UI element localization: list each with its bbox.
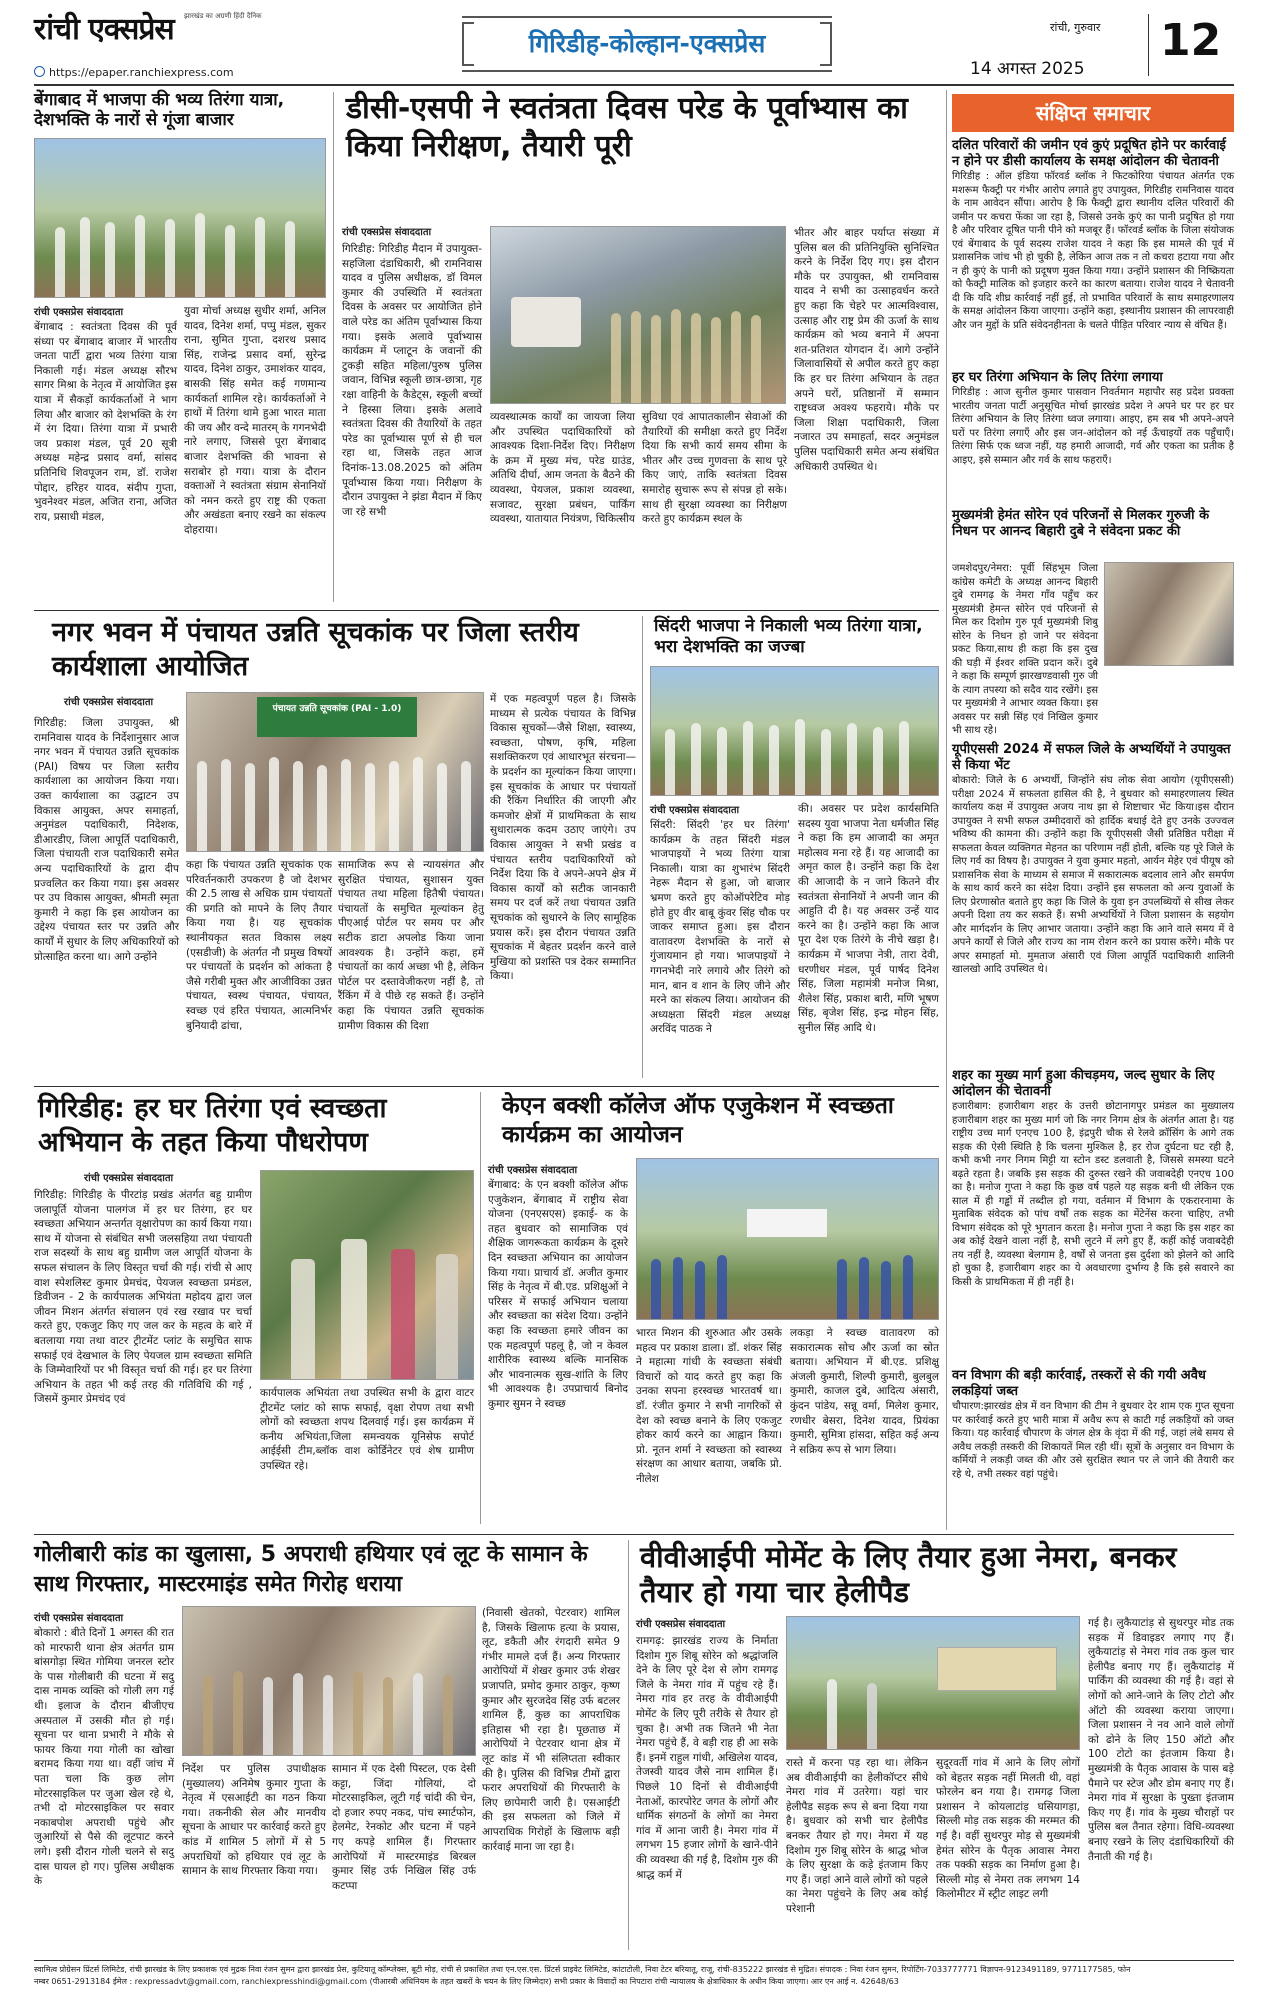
article-body-col4: में एक महत्वपूर्ण पहल है। जिसके माध्यम से प्रत्येक पंचायत के विभिन्न विकास सूचकों—जैसे शिक्षा, स्वास्थ्य, स्वच्छता, पोषण, कृषि, महिला सशक्तिकरण एवं आधारभूत संरचना—के प्रदर्शन का मूल्यांकन किया जाएगा। इस सूचकांक के आधार पर पंचायतों की रैंकिंग निर्धारित की जाएगी और कमजोर क्षेत्रों में प्राथमिकता के साथ सुधारात्मक कदम उठाए जाएंगे। उप विकास आयुक्त ने सभी प्रखंड व पंचायत स्तरीय पदाधिकारियों को निर्देश दिया कि वे अपने-अपने क्षेत्र में विकास कार्यों को सटीक जानकारी समय पर दर्ज करें तथा पंचायत उन्नति सूचकांक को सुधारने के लिए सामूहिक प्रयास करें। इस दौरान पंचायत उन्नति सूचकांक में बेहतर प्रदर्शन करने वाले मुखिया को प्रशस्ति पत्र देकर सम्मानित किया। [490,693,636,983]
epaper-url[interactable]: https://epaper.ranchiexpress.com [34,66,234,79]
arrested-accused-photo [182,1606,476,1756]
helipad-photo [786,1616,1080,1750]
masthead [0,0,1269,84]
article-body: गिरिडीह: गिरिडीह के पीरटांड़ प्रखंड अंतर्गत बहु ग्रामीण जलापूर्ति योजना पालगंज में हर घर तिरंगा, हर घर स्वच्छता अभियान अन्तर्गत वृक्षारोपण का कार्य किया गया। साथ में योजना से संबंधित सभी जलसहिया तथा पंचायती राज सदस्यों के साथ बहु ग्रामीण जल आपूर्ति योजना के सफल संचालन के लिए विस्तृत चर्चा की गई। रांची से आए वाश स्पेशलिस्ट कुमार प्रेमचंद, पेयजल स्वच्छता प्रमंडल, डिवीजन - 2 के कार्यपालक अभियंता महोदय द्वारा जल जीवन मिशन अंतर्गत संचालन एवं रख रखाव पर चर्चा करते हुए, एकजुट किए गए जल कर के महत्व के बारे में बतलाया गया तथा वाटर ट्रीटमेंट प्लांट के समुचित साफ सफाई एवं देखभाल के लिए पेयजल ग्राम स्वच्छता समिति के जिम्मेवारियों पर भी विस्तृत चर्चा की गई। हर घर तिरंगा अभियान के तहत भी कई तरह की गतिविधि की गई , जिसमें कुमार प्रेमचंद एवं [34,1189,252,1406]
headline: गोलीबारी कांड का खुलासा, 5 अपराधी हथियार एवं लूट के सामान के साथ गिरफ्तार, मास्टरमाइंड समेत गिरोह धराया [34,1542,588,1597]
story-giridih-plantation [34,1092,474,1532]
article-body-col1: सिंदरी: सिंदरी 'हर घर तिरंगा' कार्यक्रम के तहत सिंदरी मंडल भाजपाइयों ने भव्य तिरंगा यात्रा निकाली। यात्रा का शुभारंभ सिंदरी नेहरू मैदान से हुआ, जो बाजार भ्रमण करते हुए कोऑपरेटिव मोड़ होते हुए वीर बाबू कुंवर सिंह चौक पर जाकर समाप्त हुआ। इस दौरान वातावरण देशभक्ति के नारों से गुंजायमान हो गया। भाजपाइयों ने गगनभेदी नारे लगाये और तिरंगे को मान, बान व शान के लिए जीने और मरने का संकल्प लिया। आयोजन की अध्यक्षता सिंदरी मंडल अध्यक्ष अरविंद पाठक ने [650,819,790,1036]
byline: रांची एक्सप्रेस संवाददाता [34,1613,124,1624]
headline: केएन बक्शी कॉलेज ऑफ एजुकेशन में स्वच्छता कार्यक्रम का आयोजन [502,1093,894,1148]
brief-headline: हर घर तिरंगा अभियान के लिए तिरंगा लगाया [952,370,1163,385]
brief-item [952,138,1234,366]
brief-item [952,1068,1234,1364]
headline: डीसी-एसपी ने स्वतंत्रता दिवस परेड के पूर्वाभ्यास का किया निरीक्षण, तैयारी पूरी [346,91,908,164]
article-body-col2: कहा कि पंचायत उन्नति सूचकांक एक परिवर्तनकारी उपकरण है जो देशभर की 2.5 लाख से अधिक ग्राम पंचायतों की प्रगति को मापने के लिए तैयार किया गया है। यह सूचकांक स्थानीयकृत सतत विकास लक्ष्य (एसडीजी) के अंतर्गत नौ प्रमुख विषयों पर पंचायतों के प्रदर्शन को आंकता है जैसे गरीबी मुक्त और आजीविका उन्नत पंचायत, स्वस्थ पंचायत, पंचायत, स्वच्छ एवं हरित पंचायत, आत्मनिर्भर बुनियादी ढांचा, [186,859,332,1032]
logo-text: रांची एक्सप्रेस [34,12,174,47]
byline: रांची एक्सप्रेस संवाददाता [342,227,432,238]
article-body-col2: युवा मोर्चा अध्यक्ष सुधीर शर्मा, अनिल यादव, दिनेश शर्मा, पप्पु मंडल, सुकर राना, सुमित गुप्ता, दशरथ प्रसाद सिंह, राजेन्द्र प्रसाद वर्मा, सुरेन्द्र यादव, दिनेश ठाकुर, उमाशंकर यादव, बासकी सिंह समेत कई गणमान्य कार्यकर्ता शामिल रहे। कार्यकर्ताओं ने हाथों में तिरंगा थामे हुआ भारत माता की जय और वन्दे मातरम् के गगनभेदी नारे लगाए, जिससे पूरा बेंगाबाद बाजार देशभक्ति की भावना से सराबोर हो गया। यात्रा के दौरान वक्ताओं ने स्वतंत्रता संग्राम सेनानियों को नमन करते हुए राष्ट्र की एकता और अखंडता बनाए रखने का संकल्प दोहराया। [184,305,326,536]
article-body-col3: सामान में एक देसी पिस्टल, एक देसी कट्टा, जिंदा गोलियां, दो मोटरसाइकिल, लूटी गई चांदी की चेन, दो हजार रुपए नकद, पांच स्मार्टफोन, हेलमेट, रेनकोट और घटना में पहने गए कपड़े शामिल हैं। गिरफ्तार आरोपियों में मास्टरमाइंड बिरबल कुमार सिंह उर्फ निखिल सिंह उर्फ कटप्पा [332,1763,476,1892]
article-body-col1: गिरिडीह: जिला उपायुक्त, श्री रामनिवास यादव के निर्देशानुसार आज नगर भवन में पंचायत उन्नति सूचकांक (PAI) विषय पर जिला स्तरीय कार्यशाला का आयोजन किया गया। उक्त कार्यशाला का उद्घाटन उप विकास आयुक्त, अपर समाहर्ता, अनुमंडल पदाधिकारी, निदेशक, डीआरडीए, जिला आपूर्ति पदाधिकारी, जिला पंचायती राज पदाधिकारी समेत अन्य पदाधिकारियों के द्वारा दीप प्रज्वलित कर किया गया। इस अवसर पर उप विकास आयुक्त, श्रीमती स्मृता कुमारी ने कहा कि इस आयोजन का उद्देश्य पंचायत स्तर पर उन्नति और कार्यों में सुधार के लिए अधिकारियों को प्रोत्साहित करना था। आगे उन्होंने [34,717,179,963]
story-dcsp-parade [342,90,939,608]
article-body-col2: रास्ते में करना पड़ रहा था। लेकिन अब वीवीआईपी का हेलीकॉप्टर सीधे नेमरा गांव में उतरेगा। यहां चार हेलीपैड सड़क रूप से बना दिया गया है। बुधवार को सभी चार हेलीपैड बनकर तैयार हो गए। नेमरा में यह दिशोम गुरु शिबू सोरेन के श्राद्ध भोज के लिए सुरक्षा के कड़े इंतजाम किए गए हैं। जहां आने वाले लोगों को पहले का नेमरा पहुंचने के लिए अब कोई परेशानी [786,1757,928,1915]
headline: बेंगाबाद में भाजपा की भव्य तिरंगा यात्रा, देशभक्ति के नारों से गूंजा बाजार [34,90,285,130]
edition-banner [462,16,832,72]
article-body-col2: निर्देश पर पुलिस उपाधीक्षक (मुख्यालय) अनिमेष कुमार गुप्ता के नेतृत्व में एसआईटी का गठन किया गया। तकनीकी सेल और मानवीय सूचना के आधार पर कार्रवाई करते हुए कांड में शामिल 5 लोगों में से 5 अपराधियों को हथियार एवं लूट के सामान के साथ गिरफ्तार किया गया। [182,1763,326,1878]
contact-line: नम्बर 0651-2913184 ईमेल : rexpressadvt@gmail.com, ranchiexpresshindi@gmail.com (पीआरबी अधिनियम के तहत खबरों के चयन के लिए जिम्मेदार) सभी प्रकार के विवादों का निपटारा रांची न्यायालय के क्षेत्राधिकार के अधीन किया जाएगा। आर एन आई न. 42648/63 [34,1977,899,1986]
brief-body: हजारीबाग: हजारीबाग शहर के उत्तरी छोटानागपुर प्रमंडल का मुख्यालय हजारीबाग शहर का मुख्य मार्ग जो कि नगर निगम क्षेत्र के अंतर्गत आता है। यह राष्ट्रीय उच्च मार्ग एनएच 100 है, इंद्रपुरी चौक से रेलवे क्रॉसिंग के आगे तक सड़क की ऐसी स्थिति है कि चलना मुश्किल है, हर रोज दुर्घटना घट रही है, कभी कभी नगर निगम मिट्टी या स्टोन डस्ट डलवाती है, जिससे समस्या घटने बढ़ते रहता है। जबकि इस सड़क की दुरुस्त रखने की जवाबदेही एनएच 100 का है। मनोज गुप्ता ने कहा कि कुछ वर्ष पहले यह सड़क बनी थी लेकिन एक साल में ही गड्ढों में तब्दील हो गया, वर्तमान में विभाग के एकरारनामा के मुताबिक संवेदक को पांच वर्षों तक सड़क का मेंटेनेंस करना चाहिए, तभी विभाग संवेदक को पूरे भुगतान करता है। मनोज गुप्ता ने कहा कि इस शहर का अब कोई देखने वाला नहीं है, सभी लुटने में लगे हुए हैं, कहीं कोई जवाबदेही तय नहीं है, व्यवस्था बेलगाम है, वर्षों से जनता इस दुर्दशा को झेलने को आदि हो चुका है, हजारीबाग शहर का ये अवधारणा दुर्भाग्य है कि इसे सवारने का किसी के प्राथमिकता में ही नहीं है। [952,1101,1234,1288]
byline: रांची एक्सप्रेस संवाददाता [650,805,740,816]
sidebar-title: संक्षिप्त समाचार [952,94,1234,132]
newspaper-logo [34,12,264,56]
brief-body: चौपारण:झारखंड क्षेत्र में वन विभाग की टीम ने बुधवार देर शाम एक गुप्त सूचना पर कार्रवाई करते हुए भारी मात्रा में अवैध रूप से काटी गई लकड़ियों को जब्त किया। यह कार्रवाई चौपारण के जंगल क्षेत्र के वृंदा में की गई, जहां लंबे समय से अवैध लकड़ी तस्करी की शिकायतें मिल रही थीं। सूत्रों के अनुसार वन विभाग के कर्मियों ने लकड़ी जब्त की और उसे सुरक्षित स्थान पर ले जाने की तैयारी कर रहे थे, तभी तस्कर वहां पहुंचे। [952,1401,1234,1480]
brief-headline: यूपीएससी 2024 में सफल जिले के अभ्यर्थियों ने उपायुक्त से किया भेंट [952,742,1231,773]
brief-body: गिरिडीह : आज सुनील कुमार पासवान निवर्तमान महापौर सह प्रदेश प्रवक्ता भारतीय जनता पार्टी अनुसूचित मोर्चा झारखंड प्रदेश ने अपने घर पर हर घर तिरंगा अभियान के लिए तिरंगा ध्वज लगाया। आइए, हम सब भी अपने-अपने घरों पर तिरंगा लगाएँ और इस जन-आंदोलन को नई ऊँचाइयों तक पहुँचाएँ।तिरंगा सिर्फ एक ध्वज नहीं, यह हमारी आजादी, गर्व और एकता का प्रतीक है आइए, इसे सम्मान और गर्व के साथ फहराएँ। [952,387,1234,466]
brief-body: बोकारो: जिले के 6 अभ्यर्थी, जिन्होंने संघ लोक सेवा आयोग (यूपीएससी) परीक्षा 2024 में सफलता हासिल की है, ने बुधवार को समाहरणालय स्थित कार्यालय कक्ष में उपायुक्त अजय नाथ झा से शिष्टाचार भेंट किया।इस दौरान उपायुक्त ने सभी सफल उम्मीदवारों को हार्दिक बधाई देते हुए उनके उज्ज्वल भविष्य की कामना की। उन्होंने कहा कि यूपीएससी जैसी प्रतिष्ठित परीक्षा में सफलता केवल व्यक्तिगत मेहनत का परिणाम नहीं होती, बल्कि यह पूरे जिले के लिए गर्व का विषय है। उपायुक्त ने युवा कुमार महतो, आर्यन मेहेर एवं पीयूष को प्रशासनिक सेवा के माध्यम से समाज में सकारात्मक बदलाव लाने और समर्पण के साथ कार्य करने का संदेश दिया। उन्होंने इस सफलता को अन्य युवाओं के लिए प्रेरणास्रोत बताते हुए कहा कि जिले के युवा इन उपलब्धियों से सीख लेकर अपनी दिशा तय कर सकते हैं। सभी अभ्यर्थियों ने जिला प्रशासन के सहयोग और मार्गदर्शन के लिए आभार जताया। उन्होंने कहा कि आने वाले समय में वे अपने कार्यों से जिले और राज्य का नाम रोशन करने का प्रयास करेंगे। मौके पर अपर समाहर्ता मो. मुमताज अंसारी एवं जिला आपूर्ति पदाधिकारी शालिनी खालखो आदि उपस्थित थे। [952,775,1234,975]
page-number: 12 [1160,15,1222,66]
brief-item [952,508,1234,738]
article-body-col3: सामाजिक रूप से न्यायसंगत और सुरक्षित पंचायत, सुशासन युक्त पंचायत तथा महिला हितैषी पंचायत। पंचायतों के समुचित मूल्यांकन हेतु पीएआई पोर्टल पर समय पर और सटीक डाटा अपलोड किया जाना आवश्यक है। उन्होंने कहा, हमें पंचायतों का कार्य अच्छा भी है, लेकिन पोर्टल पर दस्तावेजीकरण नहीं है, तो रैंकिंग में वे पीछे रह सकते हैं। उन्होंने कहा कि पंचायत उन्नति सूचकांक ग्रामीण विकास की दिशा [338,859,484,1032]
article-body-col2: व्यवस्थात्मक कार्यों का जायजा लिया और उपस्थित पदाधिकारियों को आवश्यक दिशा-निर्देश दिए। निरीक्षण के क्रम में मुख्य मंच, परेड ग्राउंड, अतिथि दीर्घा, आम जनता के बैठने की व्यवस्था, पेयजल, प्रकाश व्यवस्था, सजावट, सुरक्षा प्रबंधन, पार्किंग व्यवस्था, यातायात नियंत्रण, चिकित्सीय [490,411,635,526]
brief-item [952,1368,1234,1518]
story-vvip-nemra [636,1540,1234,1958]
globe-icon [34,66,45,77]
brief-headline: मुख्यमंत्री हेमंत सोरेन एवं परिजनों से मिलकर गुरुजी के निधन पर आनन्द बिहारी दुबे ने संवेदना प्रकट की [952,508,1210,539]
plantation-photo [260,1170,474,1380]
article-body-col3: लकड़ा ने स्वच्छ वातावरण को सकारात्मक सोच और ऊर्जा का स्रोत बताया। अभियान में बी.एड. प्रशिक्षु अंजली कुमारी, शिल्पी कुमारी, बुलबुल कुमारी, काजल दुबे, आदित्य अंसारी, कुंदन पांडेय, सन्नू वर्मा, मिलेश कुमार, रणधीर बेसरा, दिनेश यादव, प्रियंका कुमारी, सुमित्रा हांसदा, सहित कई अन्य ने सक्रिय रूप से भाग लिया। [790,1327,939,1456]
story-bengabad [34,90,326,608]
headline: नगर भवन में पंचायत उन्नति सूचकांक पर जिला स्तरीय कार्यशाला आयोजित [52,617,579,682]
article-body-col1: बेंगाबाद : स्वतंत्रता दिवस की पूर्व संध्या पर बेंगाबाद बाजार में भारतीय जनता पार्टी द्वारा भव्य तिरंगा यात्रा निकाली गई। मंडल अध्यक्ष सौरभ सागर मिश्रा के नेतृत्व में आयोजित इस यात्रा में सैकड़ों कार्यकर्ताओं ने भाग लिया और बाजार को देशभक्ति के रंग में रंग दिया। तिरंगा यात्रा में प्रभारी जय प्रकाश मंडल, पूर्व 20 सूत्री अध्यक्ष महेन्द्र प्रसाद वर्मा, सांसद प्रतिनिधि शिवपूजन राम, डॉ. राजेश पोद्दार, हरिहर यादव, संदीप गुप्ता, भुवनेश्वर मंडल, अजित राना, अजित राय, प्रसाधी मंडल, [34,321,177,523]
article-body-col3: सुविधा एवं आपातकालीन सेवाओं की तैयारियों की समीक्षा करते हुए निर्देश दिया कि सभी कार्य समय सीमा के भीतर और उच्च गुणवत्ता के साथ पूरे किए जाएं, ताकि स्वतंत्रता दिवस समारोह सुचारू रूप से संपन्न हो सके। साथ ही सुरक्षा व्यवस्था का निरीक्षण करते हुए कार्यक्रम स्थल के [642,411,787,526]
headline: वीवीआईपी मोमेंट के लिए तैयार हुआ नेमरा, बनकर तैयार हो गया चार हेलीपैड [640,1540,1177,1609]
story-nagar-bhawan [34,616,636,1084]
article-body-col4: गई है। लुकैयाटांड़ से सुथरपुर मोड तक सड़क में डिवाइडर लगाए गए हैं। लुकैयाटांड़ से नेमरा गांव तक कुल चार हेलीपैड बनाए गए हैं। लुकैयाटांड़ में पार्किंग की व्यवस्था की गई है। वहां से लोगों को आने-जाने के लिए टोटो और ऑटो की व्यवस्था कराया जाएगा। जिला प्रशासन ने नव आने वाले लोगों को ढोने के लिए 150 ऑटो और 100 टोटो का इंतजाम किया है। मुख्यमंत्री के पैतृक आवास के पास बड़े पैमाने पर स्टेज और डोम बनाए गए हैं। नेमरा गांव में सुरक्षा के पुख्ता इंतजाम किए गए हैं। गांव के मुख्य चौराहों पर पुलिस बल तैनात रहेगा। विधि-व्यवस्था बनाए रखने के लिए दंडाधिकारियों की तैनाती की गई है। [1088,1617,1234,1863]
story-sindri [650,616,939,1084]
workshop-banner: पंचायत उन्नति सूचकांक (PAI - 1.0) [257,697,417,737]
article-body-col1: गिरिडीह: गिरिडीह मैदान में उपायुक्त-सहजिला दंडाधिकारी, श्री रामनिवास यादव व पुलिस अधीक्षक, डॉ विमल कुमार की उपस्थिति में स्वतंत्रता दिवस के अवसर पर आयोजित होने वाले परेड का अंतिम पूर्वाभ्यास किया गया। इसके अलावे पूर्वाभ्यास कार्यक्रम में प्लाटून के जवानों की टुकड़ी सहित महिला/पुरुष पुलिस जवान, विभिन्न स्कूली छात्र-छात्रा, गृह रक्षा वाहिनी के कैडेट्स, स्कूली बच्चों ने हिस्सा लिया। इसके अलावे स्वतंत्रता दिवस की तैयारियों के तहत परेड का पूर्वाभ्यास पूर्ण से ही चल रहा था, जिसके तहत आज दिनांक-13.08.2025 को अंतिम पूर्वाभ्यास किया गया। निरीक्षण के दौरान उपायुक्त ने झंडा मैदान में किए जा रहे सभी [342,243,482,518]
workshop-photo [186,692,484,852]
byline: रांची एक्सप्रेस संवाददाता [636,1619,726,1630]
brief-headline: दलित परिवारों की जमीन एवं कुएं प्रदूषित होने पर कार्रवाई न होने पर डीसी कार्यालय के समक्ष आंदोलन की चेतावनी [952,138,1226,169]
photo-caption: कार्यपालक अभियंता तथा उपस्थित सभी के द्वारा वाटर ट्रीटमेंट प्लांट को साफ सफाई, वृक्षा रोपण तथा सभी लोगों को स्वच्छता शपथ दिलवाई गई। इस कार्यक्रम में कनीय अभियंता,जिला समन्वयक यूनिसेफ सपोर्ट आईईसी टीम,ब्लॉक वाश कोर्डिनेटर एवं शेष ग्रामीण उपस्थित रहे। [260,1387,474,1472]
edition-title: गिरिडीह-कोल्हान-एक्सप्रेस [528,29,766,58]
story-golibari [34,1540,620,1958]
brief-body: जमशेदपुर/नेमरा: पूर्वी सिंहभूम जिला कांग्रेस कमेटी के अध्यक्ष आनन्द बिहारी दुबे रामगढ़ के नेमरा गाँव पहुँच कर मुख्यमंत्री हेमन्त सोरेन एवं परिजनों से मिल कर दिशोम गुरु पूर्व मुख्यमंत्री शिबु सोरेन के निधन हो जाने पर संवेदना प्रकट किया,साथ ही कहा कि इस दुख की घड़ी में ईश्वर शक्ति प्रदान करें। दुबे ने कहा कि सम्पूर्ण झारखण्डवासी गुरु जी के त्याग तपस्या को सदैव याद रखेंगे। इस पर मुख्यमंत्री ने आभार व्यक्त किया। इस अवसर पर सन्नी सिंह एवं निखिल कुमार भी साथ रहे। [952,563,1098,736]
footer-imprint [34,1964,1234,1998]
byline: रांची एक्सप्रेस संवाददाता [64,697,154,708]
article-body-col1: बोकारो : बीते दिनों 1 अगस्त की रात को मारफारी थाना क्षेत्र अंतर्गत ग्राम बांसगोड़ा स्थित गोमिया जनरल स्टोर के पास गोलीबारी की घटना में सदु दास नामक व्यक्ति को गोली लग गई थी। इलाज के दौरान बीजीएच अस्पताल में उसकी मौत हो गई। सूचना पर थाना प्रभारी ने मौके से फायर किया गया गोली का खोखा बरामद किया गया था। वहीं जांच में पता चला कि कुछ लोग मोटरसाइकिल पर जुआ खेल रहे थे, तभी दो मोटरसाइकिल पर सवार नकाबपोश अपराधी पहुंचे और जुआरियों से पैसे की लूटपाट करने लगे। इसी दौरान गोली चलने से सदु दास घायल हो गए। पुलिस अधीक्षक के [34,1627,174,1888]
article-body-col2: की। अवसर पर प्रदेश कार्यसमिति सदस्य युवा भाजपा नेता धर्मजीत सिंह ने कहा कि हम आजादी का अमृत महोत्सव मना रहे हैं। यह आजादी का अमृत काल है। उन्होंने कहा कि देश की आजादी के न जाने कितने वीर स्वतंत्रता सेनानियों ने अपनी जान की आहुति दी है। यह अवसर उन्हें याद करने का है। उन्होंने कहा कि आज पूरा देश एक तिरंगे के नीचे खड़ा है। कार्यक्रम में भाजपा नेत्री, तारा देवी, धरणीधर मंडल, पूर्व पार्षद दिनेश सिंह, जिला महामंत्री मनोज मिश्रा, शैलेश सिंह, प्रकाश बारी, मणि भूषण सिंह, बृजेश सिंह, इन्द्र मोहन सिंह, सुनील सिंह आदि थे। [798,803,939,1034]
article-body-col4: भीतर और बाहर पर्याप्त संख्या में पुलिस बल की प्रतिनियुक्ति सुनिश्चित करने के निर्देश दिए गए। इस दौरान मौके पर उपायुक्त, श्री रामनिवास यादव ने सभी का उत्साहवर्धन करते हुए कहा कि चेहरे पर आत्मविश्वास, उत्साह और राष्ट्र प्रेम की ऊर्जा के साथ कार्यक्रम को भव्य बनाने में अपना शत-प्रतिशत योगदान दें। आगे उन्होंने जिलावासियों से अपील करते हुए कहा कि हर घर तिरंगा अभियान के तहत अपने घरों, प्रतिष्ठानों में सम्मान राष्ट्रध्वज अवश्य फहराये। मौके पर जिला शिक्षा पदाधिकारी, जिला नजारत उप समाहर्ता, सदर अनुमंडल पुलिस पदाधिकारी समेत अन्य संबंधित अधिकारी उपस्थित थे। [794,227,939,473]
brief-news-sidebar [952,94,1234,1530]
brief-headline: शहर का मुख्य मार्ग हुआ कीचड़मय, जल्द सुधार के लिए आंदोलन की चेतावनी [952,1068,1215,1099]
sindri-rally-photo [650,666,939,796]
article-body-col3: सुदूरवर्ती गांव में आने के लिए लोगों को बेहतर सड़क नहीं मिलती थी, वहां फोरलेन बन गया है। रामगढ़ जिला प्रशासन ने कोयलाटांड़ घसियागड़ा, सिल्ली मोड़ तक सड़क की मरम्मत की गई है। वहीं सुथरपुर मोड़ से मुख्यमंत्री हेमंत सोरेन के पैतृक आवास नेमरा तक पक्की सड़क का निर्माण हुआ है। सिल्ली मोड़ से नेमरा तक लगभग 14 किलोमीटर में स्ट्रीट लाइट लगी [936,1757,1080,1901]
bengabad-rally-photo [34,138,326,298]
article-body-col1: बेंगाबाद: के एन बक्शी कॉलेज ऑफ एजुकेशन, बेंगाबाद में राष्ट्रीय सेवा योजना (एनएसएस) इकाई- क के तहत बुधवार को सामाजिक एवं शैक्षिक जागरूकता कार्यक्रम के दूसरे दिन स्वच्छता अभियान का आयोजन किया गया। प्राचार्य डॉ. अजीत कुमार सिंह के नेतृत्व में बी.एड. प्रशिक्षुओं ने परिसर में सफाई अभियान चलाया और स्वच्छता का संदेश दिया। उन्होंने कहा कि स्वच्छता हमारे जीवन का एक महत्वपूर्ण पहलू है, जो न केवल शारीरिक स्वास्थ्य बल्कि मानसिक और भावनात्मक सुख-शांति के लिए भी आवश्यक है। उपप्राचार्य बिनोद कुमार सुमन ने स्वच्छ [488,1179,628,1410]
headline: सिंदरी भाजपा ने निकाली भव्य तिरंगा यात्रा, भरा देशभक्ति का जज्बा [654,616,923,657]
condolence-meeting-photo [1104,562,1234,666]
article-body-col1: रामगढ़: झारखंड राज्य के निर्माता दिशोम गुरु शिबू सोरेन को श्रद्धांजलि देने के लिए पूरे देश से लोग रामगढ़ जिले के नेमरा गांव में पहुंच रहे हैं। नेमरा गांव हर तरह के वीवीआईपी मोमेंट के लिए पूरी तरीके से तैयार हो चुका है। अभी तक जितने भी नेता नेमरा पहुंचे हैं, वे बड़ी राह ही आ सके हैं। इनमें राहुल गांधी, अखिलेश यादव, तेजस्वी यादव जैसे नाम शामिल हैं। पिछले 10 दिनों से वीवीआईपी नेताओं, कारपोरेट जगत के लोगों और धार्मिक संगठनों के लोगों का नेमरा गांव में आना जारी है। नेमरा गांव में लगभग 15 हजार लोगों के खाने-पीने की व्यवस्था की गई है, दिशोम गुरु की श्राद्ध कर्म में [636,1635,778,1881]
parade-rehearsal-photo [490,226,786,404]
brief-body: गिरिडीह : ऑल इंडिया फॉरवर्ड ब्लॉक ने फिटकोरिया पंचायत अंतर्गत एक मशरूम फैक्ट्री पर गंभीर आरोप लगाते हुए उपायुक्त, गिरिडीह रामनिवास यादव के नाम आवेदन सौंपा। आरोप है कि फैक्ट्री द्वारा स्थानीय दलित परिवारों की जमीन पर कचरा फेंका जा रहा है, जिससे उनके कुएं का पानी प्रदूषित हो गया है और परिवार दूषित पानी पीने को मजबूर हैं। फॉरवर्ड ब्लॉक के जिला संयोजक एवं बेंगाबाद के पूर्व सदस्य राजेश यादव ने कहा कि इस मामले की पूर्व में प्रशासनिक जांच भी हो चुकी है, लेकिन आज तक न तो कचरा हटाया गया और न ही कुएं के पानी को प्रदूषण मुक्त किया गया। उन्होंने प्रशासन की निष्क्रियता को फैक्ट्री मालिक को इजहार करने का कारण बताया। राजेश यादव ने चेतावनी दी कि यदि शीघ्र कार्रवाई नहीं हुई, तो प्रभावित परिवारों के साथ समाहरणालय के समक्ष आंदोलन किया जाएगा। उन्होंने कहा, इस्थानीय प्रशासन की लापरवाही और जन मुद्दों के प्रति संवेदनहीनता के चलते पीड़ित परिवार न्याय से वंचित हैं। [952,171,1234,331]
brief-item [952,742,1234,1064]
byline: रांची एक्सप्रेस संवाददाता [84,1173,174,1184]
brief-headline: वन विभाग की बड़ी कार्रवाई, तस्करों से की गयी अवैध लकड़ियां जब्त [952,1368,1206,1399]
headline: गिरिडीह: हर घर तिरंगा एवं स्वच्छता अभियान के तहत किया पौधरोपण [38,1093,387,1158]
story-kn-bakshi [488,1092,939,1532]
article-body-col4: (निवासी खेतको, पेटरवार) शामिल है, जिसके खिलाफ हत्या के प्रयास, लूट, डकैती और रंगदारी समेत 9 गंभीर मामले दर्ज हैं। अन्य गिरफ्तार आरोपियों में शेखर कुमार उर्फ शेखर प्रजापति, प्रमोद कुमार ठाकुर, कृष्ण कुमार और सुरजदेव सिंह उर्फ बटलर शामिल हैं, कुछ का आपराधिक इतिहास भी रहा है। पूछताछ में आरोपियों ने पेटरवार थाना क्षेत्र में लूट कांड में भी संलिप्तता स्वीकार की है। पुलिस की विभिन्न टीमों द्वारा फरार अपराधियों की गिरफ्तारी के लिए छापेमारी जारी है। एसआईटी की इस सफलता को जिले में आपराधिक गिरोहों के खिलाफ बड़ी कार्रवाई माना जा रहा है। [482,1607,620,1853]
byline: रांची एक्सप्रेस संवाददाता [34,307,124,318]
brief-item [952,370,1234,504]
logo-tagline: झारखंड का अग्रणी हिंदी दैनिक [184,12,262,20]
imprint-line: स्वामित्व प्रोग्रेसन प्रिंटर्स लिमिटेड, रांची झारखंड के लिए प्रकाशक एवं मुद्रक निवा रंजन सुमन द्वारा झारखंड प्रेस, कुटियातू कॉम्प्लेक्स, बूटी मोड़, रांची से प्रकाशित तथा एन.एस.एस. प्रिंटर्स प्राइवेट लिमिटेड, कांटाटोली, निवा टेटर बरियातू, राजू, रांची-835222 झारखंड से मुद्रित। संपादक : निवा रंजन सुमन, रिपोर्टिंग-7033777771 विज्ञापन-9123491189, 9771177585, फोन [34,1965,1131,1974]
cleanliness-drive-photo [636,1158,939,1320]
article-body-col2: भारत मिशन की शुरुआत और उसके महत्व पर प्रकाश डाला। डॉ. शंकर सिंह ने महात्मा गांधी के स्वच्छता संबंधी विचारों को याद करते हुए कहा कि उनका सपना हरस्वच्छ भारतवर्ष था। डॉ. रंजीत कुमार ने सभी नागरिकों से देश को स्वच्छ बनाने के लिए एकजुट होकर कार्य करने का आह्वान किया। प्रो. नूतन शर्मा ने स्वच्छता को स्वास्थ्य संरक्षण का आधार बताया, जबकि प्रो. नीलेश [636,1327,782,1485]
city-day: रांची, गुरुवार [1050,21,1101,34]
byline: रांची एक्सप्रेस संवाददाता [488,1165,578,1176]
issue-date: 14 अगस्त 2025 [970,59,1085,79]
